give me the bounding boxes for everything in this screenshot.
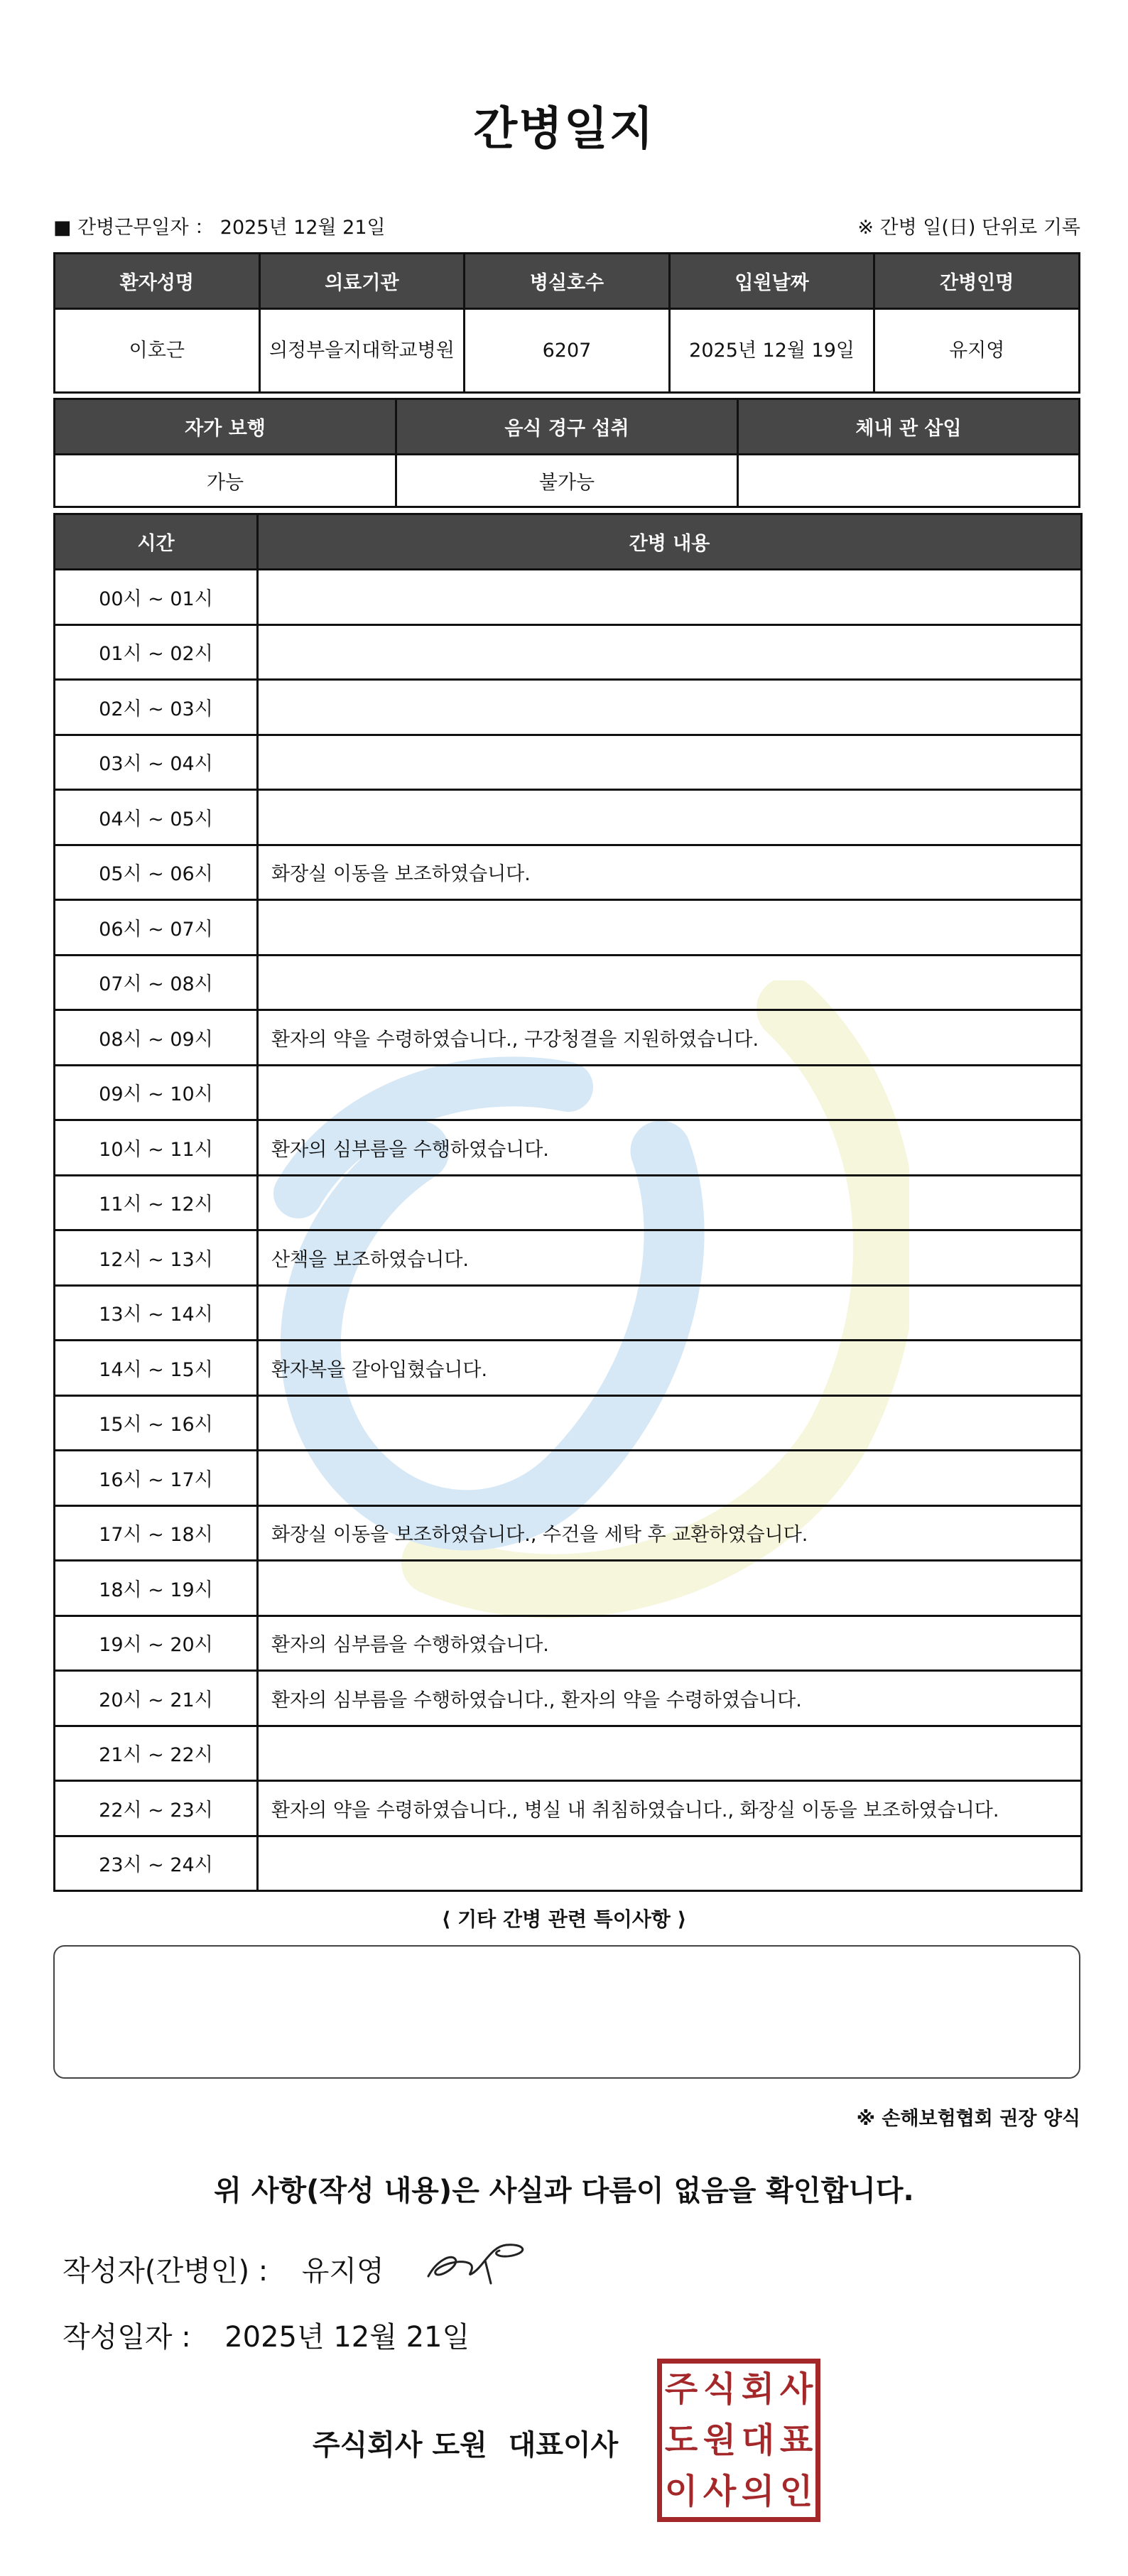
- form-note: ※ 손해보험협회 권장 양식: [856, 2108, 1080, 2130]
- company-name: 주식회사 도원: [313, 2429, 487, 2462]
- schedule-time: 07시 ~ 08시: [55, 955, 258, 1010]
- schedule-time: 00시 ~ 01시: [55, 570, 258, 625]
- schedule-row: [55, 1726, 1082, 1781]
- patient-status-table: [53, 398, 1080, 508]
- header-admission-date: 입원날짜: [669, 254, 874, 309]
- schedule-time: 16시 ~ 17시: [55, 1451, 258, 1506]
- schedule-time: 08시 ~ 09시: [55, 1010, 258, 1066]
- seal-char: 의: [741, 2472, 775, 2511]
- oral-intake-value: 불가능: [396, 455, 738, 507]
- seal-char: 원: [703, 2420, 737, 2460]
- schedule-row: [55, 1285, 1082, 1341]
- schedule-content: [258, 790, 1082, 845]
- remarks-title: ⟨ 기타 간병 관련 특이사항 ⟩: [441, 1907, 687, 1931]
- schedule-time: 12시 ~ 13시: [55, 1230, 258, 1286]
- schedule-body: [55, 570, 1082, 1891]
- info-value-row: [55, 309, 1080, 393]
- company-signature-line: [313, 2423, 618, 2463]
- schedule-content: [258, 1395, 1082, 1451]
- schedule-row: [55, 1341, 1082, 1396]
- schedule-time: 11시 ~ 12시: [55, 1175, 258, 1230]
- schedule-row: [55, 1175, 1082, 1230]
- care-date: [53, 212, 386, 239]
- patient-info-table: [53, 252, 1080, 394]
- schedule-content: [258, 1451, 1082, 1506]
- schedule-row: [55, 680, 1082, 735]
- schedule-time: 15시 ~ 16시: [55, 1395, 258, 1451]
- schedule-time: 05시 ~ 06시: [55, 845, 258, 900]
- schedule-time: 03시 ~ 04시: [55, 735, 258, 790]
- schedule-row: [55, 1120, 1082, 1176]
- tube-insertion-value: [738, 455, 1080, 507]
- schedule-time: 20시 ~ 21시: [55, 1671, 258, 1726]
- schedule-content: [258, 955, 1082, 1010]
- patient-name: 이호근: [55, 309, 260, 393]
- seal-char: 주: [664, 2369, 698, 2409]
- seal-char: 이: [664, 2472, 698, 2511]
- header-care-content: 간병 내용: [258, 514, 1082, 570]
- schedule-content: 환자의 심부름을 수행하였습니다., 환자의 약을 수령하였습니다.: [258, 1671, 1082, 1726]
- schedule-content: 환자의 약을 수령하였습니다., 병실 내 취침하였습니다., 화장실 이동을 보조하였습니다.: [258, 1781, 1082, 1836]
- schedule-content: [258, 1836, 1082, 1891]
- schedule-row: [55, 624, 1082, 680]
- header-self-walking: 자가 보행: [55, 399, 396, 455]
- schedule-content: 환자의 약을 수령하였습니다., 구강청결을 지원하였습니다.: [258, 1010, 1082, 1066]
- care-schedule-table: [53, 513, 1083, 1892]
- care-date-value: 2025년 12월 21일: [219, 217, 386, 239]
- schedule-content: 환자복을 갈아입혔습니다.: [258, 1341, 1082, 1396]
- company-seal-stamp: [657, 2359, 820, 2522]
- seal-grid: [662, 2364, 815, 2517]
- schedule-content: [258, 1065, 1082, 1120]
- written-date-label: 작성일자 :: [63, 2321, 191, 2354]
- status-header-row: [55, 399, 1080, 455]
- schedule-content: 환자의 심부름을 수행하였습니다.: [258, 1616, 1082, 1671]
- schedule-header-row: [55, 514, 1082, 570]
- schedule-time: 10시 ~ 11시: [55, 1120, 258, 1176]
- schedule-row: [55, 790, 1082, 845]
- confirmation-statement: 위 사항(작성 내용)은 사실과 다름이 없음을 확인합니다.: [214, 2175, 914, 2207]
- schedule-row: [55, 1505, 1082, 1561]
- info-header-row: [55, 254, 1080, 309]
- schedule-time: 01시 ~ 02시: [55, 624, 258, 680]
- header-tube-insertion: 체내 관 삽입: [738, 399, 1080, 455]
- schedule-content: 화장실 이동을 보조하였습니다.: [258, 845, 1082, 900]
- schedule-content: [258, 1561, 1082, 1616]
- header-time: 시간: [55, 514, 258, 570]
- schedule-row: [55, 1781, 1082, 1836]
- header-oral-intake: 음식 경구 섭취: [396, 399, 738, 455]
- schedule-content: [258, 1175, 1082, 1230]
- remarks-box: [53, 1945, 1080, 2079]
- seal-char: 표: [779, 2420, 813, 2460]
- seal-char: 식: [703, 2369, 737, 2409]
- seal-char: 사: [779, 2369, 813, 2409]
- schedule-time: 21시 ~ 22시: [55, 1726, 258, 1781]
- schedule-time: 04시 ~ 05시: [55, 790, 258, 845]
- schedule-time: 18시 ~ 19시: [55, 1561, 258, 1616]
- schedule-row: [55, 570, 1082, 625]
- schedule-content: 산책을 보조하였습니다.: [258, 1230, 1082, 1286]
- schedule-content: [258, 680, 1082, 735]
- seal-char: 도: [664, 2420, 698, 2460]
- schedule-time: 23시 ~ 24시: [55, 1836, 258, 1891]
- schedule-row: [55, 900, 1082, 956]
- schedule-time: 06시 ~ 07시: [55, 900, 258, 956]
- meta-row: [53, 212, 1080, 240]
- header-patient-name: 환자성명: [55, 254, 260, 309]
- seal-char: 대: [741, 2420, 775, 2460]
- schedule-row: [55, 1561, 1082, 1616]
- header-caregiver-name: 간병인명: [874, 254, 1080, 309]
- schedule-time: 22시 ~ 23시: [55, 1781, 258, 1836]
- schedule-time: 19시 ~ 20시: [55, 1616, 258, 1671]
- writer-line: [63, 2248, 384, 2289]
- schedule-row: [55, 1836, 1082, 1891]
- seal-char: 인: [779, 2472, 813, 2511]
- schedule-content: 화장실 이동을 보조하였습니다., 수건을 세탁 후 교환하였습니다.: [258, 1505, 1082, 1561]
- schedule-row: [55, 1395, 1082, 1451]
- status-value-row: [55, 455, 1080, 507]
- schedule-row: [55, 1671, 1082, 1726]
- self-walking-value: 가능: [55, 455, 396, 507]
- page-title: 간병일지: [473, 103, 655, 156]
- schedule-row: [55, 845, 1082, 900]
- schedule-content: 환자의 심부름을 수행하였습니다.: [258, 1120, 1082, 1176]
- schedule-content: [258, 1726, 1082, 1781]
- writer-label: 작성자(간병인) :: [63, 2255, 269, 2288]
- schedule-row: [55, 735, 1082, 790]
- caregiver-name: 유지영: [874, 309, 1080, 393]
- schedule-row: [55, 1010, 1082, 1066]
- seal-char: 사: [703, 2472, 737, 2511]
- care-date-label: ■ 간병근무일자 ：: [53, 217, 215, 239]
- header-room-number: 병실호수: [465, 254, 670, 309]
- schedule-row: [55, 955, 1082, 1010]
- header-hospital: 의료기관: [259, 254, 465, 309]
- company-role: 대표이사: [508, 2429, 619, 2462]
- schedule-time: 14시 ~ 15시: [55, 1341, 258, 1396]
- schedule-content: [258, 570, 1082, 625]
- handwritten-signature: [423, 2232, 536, 2289]
- schedule-row: [55, 1451, 1082, 1506]
- schedule-time: 17시 ~ 18시: [55, 1505, 258, 1561]
- written-date-value: 2025년 12월 21일: [224, 2321, 470, 2354]
- schedule-time: 02시 ~ 03시: [55, 680, 258, 735]
- seal-char: 회: [741, 2369, 775, 2409]
- schedule-content: [258, 900, 1082, 956]
- writer-name: 유지영: [301, 2255, 384, 2288]
- schedule-time: 13시 ~ 14시: [55, 1285, 258, 1341]
- unit-note: ※ 간병 일(日) 단위로 기록: [857, 217, 1080, 239]
- admission-date: 2025년 12월 19일: [669, 309, 874, 393]
- room-number: 6207: [465, 309, 670, 393]
- hospital-name: 의정부을지대학교병원: [259, 309, 465, 393]
- schedule-row: [55, 1065, 1082, 1120]
- schedule-content: [258, 735, 1082, 790]
- schedule-row: [55, 1230, 1082, 1286]
- schedule-time: 09시 ~ 10시: [55, 1065, 258, 1120]
- schedule-row: [55, 1616, 1082, 1671]
- schedule-content: [258, 624, 1082, 680]
- schedule-content: [258, 1285, 1082, 1341]
- written-date-line: [63, 2315, 470, 2355]
